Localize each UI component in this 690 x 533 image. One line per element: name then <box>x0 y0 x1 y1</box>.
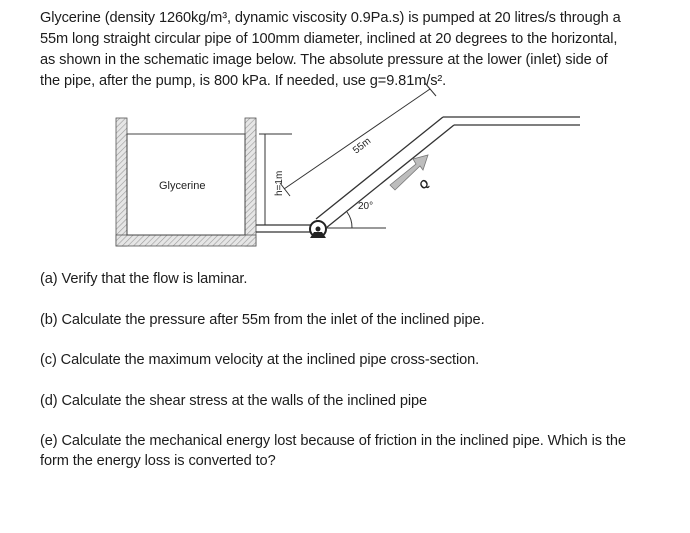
question-e-line-2: form the energy loss is converted to? <box>40 453 276 469</box>
question-b: (b) Calculate the pressure after 55m from the inlet of the inclined pipe. <box>40 312 485 328</box>
tank-right-wall <box>245 118 256 246</box>
length-label: 55m <box>351 135 374 157</box>
top-pipe <box>443 117 580 125</box>
outlet-pipe <box>256 225 316 232</box>
tank-bottom <box>116 235 256 246</box>
question-d: (d) Calculate the shear stress at the walls of the inclined pipe <box>40 393 428 409</box>
angle-arc <box>347 212 352 228</box>
tank-left-wall <box>116 118 127 246</box>
problem-line-4: the pipe, after the pump, is 800 kPa. If needed, use g=9.81m/s². <box>40 73 447 89</box>
flow-label: Q <box>417 177 432 192</box>
question-c: (c) Calculate the maximum velocity at the inclined pipe cross-section. <box>40 352 480 368</box>
question-e-line-1: (e) Calculate the mechanical energy lost because of friction in the inclined pipe. Which is the <box>40 433 626 449</box>
problem-line-2: 55m long straight circular pipe of 100mm diameter, inclined at 20 degrees to the horizontal, <box>40 31 618 47</box>
length-dimension <box>280 83 436 196</box>
pump <box>310 221 326 238</box>
inclined-pipe <box>316 117 454 228</box>
question-e <box>40 431 670 471</box>
problem-line-1: Glycerine (density 1260kg/m³, dynamic viscosity 0.9Pa.s) is pumped at 20 litres/s through a <box>40 10 621 26</box>
question-a: (a) Verify that the flow is laminar. <box>40 271 248 287</box>
height-label: h=1m <box>274 170 285 196</box>
tank-label: Glycerine <box>159 180 206 192</box>
problem-line-3: as shown in the schematic image below. The absolute pressure at the lower (inlet) side of <box>40 52 608 68</box>
angle-label: 20° <box>358 201 374 212</box>
